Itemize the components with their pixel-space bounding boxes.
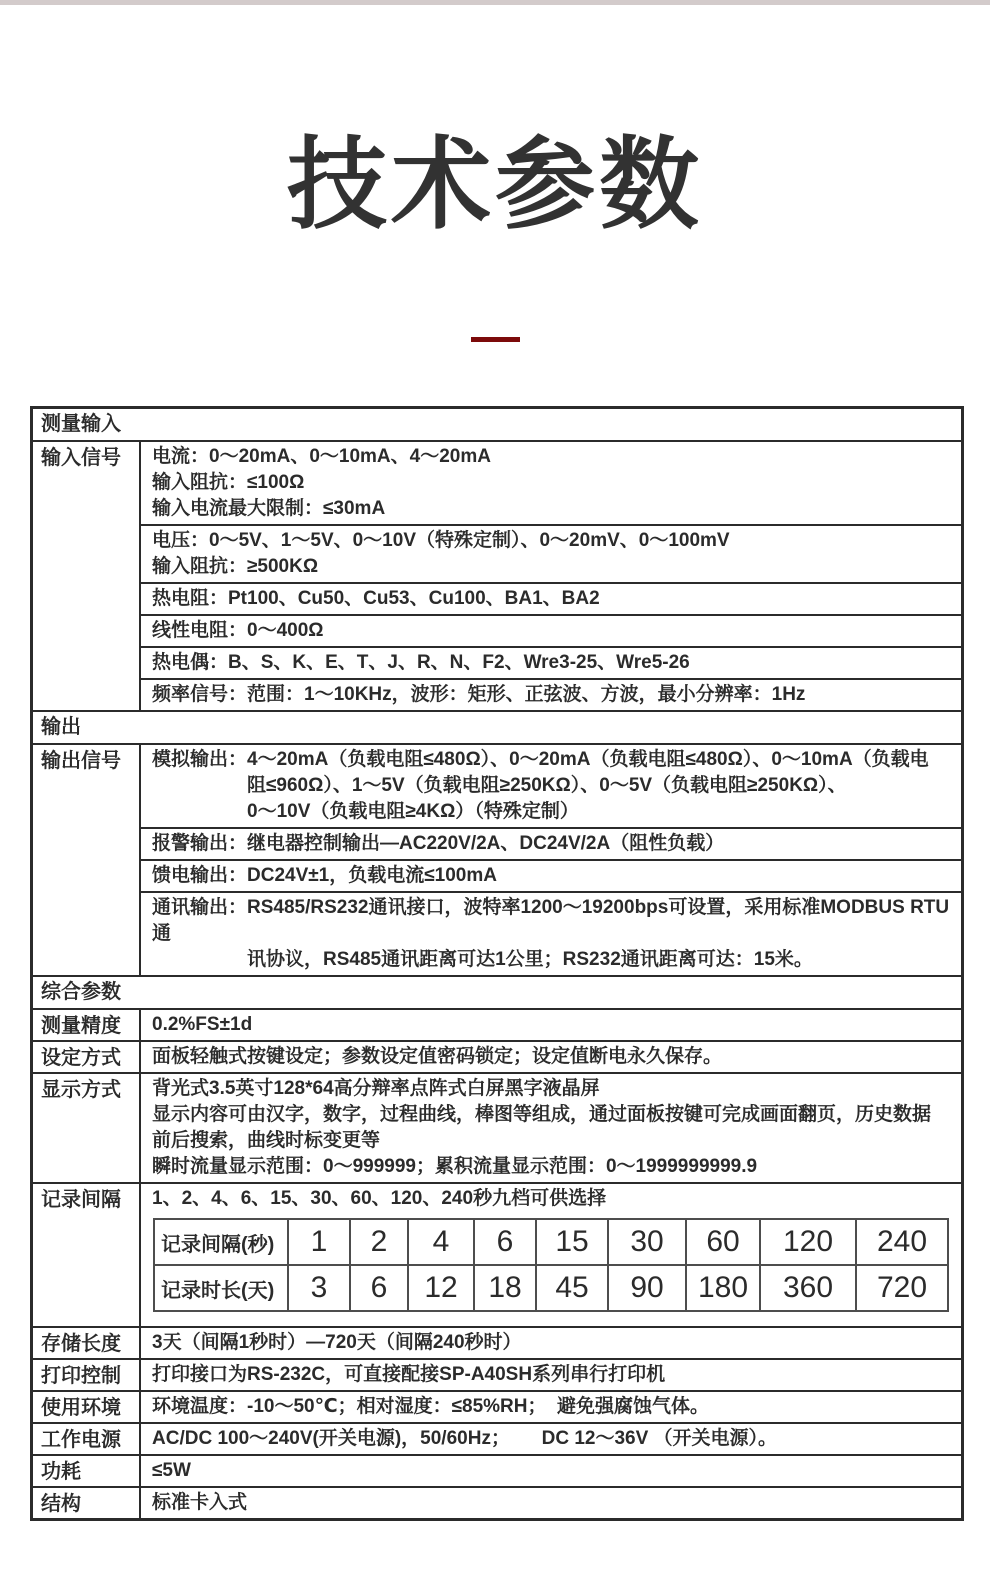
row-label: 结构	[33, 1488, 141, 1518]
spec-cell	[141, 1456, 961, 1486]
record-table-cell: 720	[856, 1265, 948, 1311]
section-row-general-params	[33, 975, 961, 1008]
spec-cell-comm-output	[141, 891, 961, 975]
spec-line: 标准卡入式	[152, 1492, 248, 1513]
spec-cell-current	[141, 442, 961, 524]
row-operating-environment	[33, 1390, 961, 1422]
row-power-supply	[33, 1422, 961, 1454]
record-table-cell: 120	[760, 1219, 856, 1265]
record-table-cell: 3	[288, 1265, 350, 1311]
row-content	[141, 1328, 961, 1358]
spec-line: 环境温度：-10～50℃；相对湿度：≤85%RH； 避免强腐蚀气体。	[152, 1396, 710, 1417]
section-row-output	[33, 710, 961, 743]
record-table-cell: 2	[350, 1219, 408, 1265]
spec-line: 热电偶：B、S、K、E、T、J、R、N、F2、Wre3-25、Wre5-26	[152, 652, 690, 673]
spec-cell	[141, 1424, 961, 1454]
spec-line: 3天（间隔1秒时）—720天（间隔240秒时）	[152, 1332, 522, 1353]
spec-cell-analog-output	[141, 745, 961, 827]
section-title: 综合参数	[41, 981, 121, 1003]
row-label: 工作电源	[33, 1424, 141, 1454]
spec-cell-linear-resistance	[141, 614, 961, 646]
row-record-interval	[33, 1182, 961, 1326]
record-table-cell: 180	[686, 1265, 760, 1311]
row-storage-length	[33, 1326, 961, 1358]
row-label: 存储长度	[33, 1328, 141, 1358]
spec-line: 面板轻触式按键设定；参数设定值密码锁定；设定值断电永久保存。	[152, 1046, 723, 1067]
spec-line: 讯协议，RS485通讯距离可达1公里；RS232通讯距离可达：15米。	[247, 949, 813, 970]
spec-line: 背光式3.5英寸128*64高分辩率点阵式白屏黑字液晶屏	[152, 1078, 600, 1099]
row-label: 测量精度	[33, 1010, 141, 1040]
spec-line: 电压：0～5V、1～5V、0～10V（特殊定制）、0～20mV、0～100mV	[152, 530, 730, 551]
spec-line: 1、2、4、6、15、30、60、120、240秒九档可供选择	[152, 1188, 607, 1209]
spec-line: 热电阻：Pt100、Cu50、Cu53、Cu100、BA1、BA2	[152, 588, 600, 609]
record-table-cell: 45	[536, 1265, 608, 1311]
row-setting-method	[33, 1040, 961, 1072]
spec-line: 馈电输出：DC24V±1，负载电流≤100mA	[152, 865, 497, 886]
row-content	[141, 1042, 961, 1072]
spec-cell-thermocouple	[141, 646, 961, 678]
spec-cell	[141, 1488, 961, 1518]
record-table-cell: 6	[350, 1265, 408, 1311]
spec-cell	[141, 1010, 961, 1040]
spec-cell	[141, 1360, 961, 1390]
row-label: 功耗	[33, 1456, 141, 1486]
row-content	[141, 1456, 961, 1486]
row-label: 设定方式	[33, 1042, 141, 1072]
row-display-method	[33, 1072, 961, 1182]
row-print-control	[33, 1358, 961, 1390]
record-table-cell: 90	[608, 1265, 686, 1311]
record-table-cell: 4	[408, 1219, 474, 1265]
record-interval-table	[153, 1218, 949, 1312]
spec-line: 前后搜索，曲线时标变更等	[152, 1130, 381, 1151]
page-title: 技术参数	[287, 129, 703, 241]
row-content	[141, 1424, 961, 1454]
spec-line: 输入阻抗：≤100Ω	[152, 472, 305, 493]
spec-cell-display	[141, 1074, 961, 1182]
row-label: 记录间隔	[33, 1184, 141, 1326]
record-table-row-seconds	[154, 1219, 948, 1265]
top-border-bar	[0, 0, 990, 5]
row-content	[141, 1392, 961, 1422]
row-content	[141, 442, 961, 710]
record-table-cell: 15	[536, 1219, 608, 1265]
spec-line: 显示内容可由汉字，数字，过程曲线，棒图等组成，通过面板按键可完成画面翻页，历史数据	[152, 1104, 932, 1125]
row-content	[141, 1488, 961, 1518]
spec-line: ≤5W	[152, 1460, 191, 1481]
row-content	[141, 745, 961, 975]
record-table-cell: 360	[760, 1265, 856, 1311]
spec-cell-feed-output	[141, 859, 961, 891]
record-table-cell: 6	[474, 1219, 536, 1265]
row-input-signal	[33, 440, 961, 710]
spec-line: 瞬时流量显示范围：0～999999；累积流量显示范围：0～1999999999.9	[152, 1156, 758, 1177]
record-table-row-days	[154, 1265, 948, 1311]
spec-line: 输入阻抗：≥500KΩ	[152, 556, 319, 577]
spec-table	[30, 406, 964, 1521]
record-table-cell: 30	[608, 1219, 686, 1265]
row-label: 输出信号	[33, 745, 141, 975]
record-table-header: 记录时长(天)	[154, 1265, 288, 1311]
spec-line: 打印接口为RS-232C，可直接配接SP-A40SH系列串行打印机	[152, 1364, 666, 1385]
record-table-header: 记录间隔(秒)	[154, 1219, 288, 1265]
row-output-signal	[33, 743, 961, 975]
spec-cell	[141, 1392, 961, 1422]
spec-line: 阻≤960Ω）、1～5V（负载电阻≥250KΩ）、0～5V（负载电阻≥250KΩ）、	[247, 775, 847, 796]
row-label: 使用环境	[33, 1392, 141, 1422]
row-label: 输入信号	[33, 442, 141, 710]
spec-line: 0～10V（负载电阻≥4KΩ）（特殊定制）	[247, 801, 579, 822]
row-accuracy	[33, 1008, 961, 1040]
row-content	[141, 1010, 961, 1040]
row-content	[141, 1184, 961, 1326]
row-label: 打印控制	[33, 1360, 141, 1390]
spec-line: 0.2%FS±1d	[152, 1014, 253, 1035]
spec-line: AC/DC 100～240V(开关电源)，50/60Hz； DC 12～36V （开关电源）。	[152, 1428, 778, 1449]
spec-cell-record-interval	[141, 1184, 961, 1326]
spec-line: 输入电流最大限制：≤30mA	[152, 498, 386, 519]
spec-cell-alarm-output	[141, 827, 961, 859]
spec-line: 频率信号：范围：1～10KHz，波形：矩形、正弦波、方波，最小分辨率：1Hz	[152, 684, 806, 705]
row-structure	[33, 1486, 961, 1518]
record-table-cell: 1	[288, 1219, 350, 1265]
spec-cell-frequency	[141, 678, 961, 710]
row-content	[141, 1360, 961, 1390]
row-content	[141, 1074, 961, 1182]
record-table-cell: 18	[474, 1265, 536, 1311]
spec-line: 通讯输出：RS485/RS232通讯接口，波特率1200～19200bps可设置，采用标准MODBUS RTU通	[152, 897, 950, 944]
section-title: 输出	[41, 716, 81, 738]
spec-cell-voltage	[141, 524, 961, 582]
row-power-consumption	[33, 1454, 961, 1486]
spec-line: 模拟输出：4～20mA（负载电阻≤480Ω）、0～20mA（负载电阻≤480Ω）、0～10mA（负载电	[152, 749, 929, 770]
spec-line: 报警输出：继电器控制输出—AC220V/2A、DC24V/2A（阻性负载）	[152, 833, 725, 854]
spec-cell-rtd	[141, 582, 961, 614]
title-divider	[471, 337, 520, 342]
record-table-cell: 12	[408, 1265, 474, 1311]
record-table-cell: 240	[856, 1219, 948, 1265]
section-title: 测量输入	[41, 413, 121, 435]
record-table-cell: 60	[686, 1219, 760, 1265]
spec-cell	[141, 1328, 961, 1358]
spec-cell	[141, 1042, 961, 1072]
row-label: 显示方式	[33, 1074, 141, 1182]
spec-line: 电流：0～20mA、0～10mA、4～20mA	[152, 446, 491, 467]
section-row-measure-input	[33, 409, 961, 440]
spec-line: 线性电阻：0～400Ω	[152, 620, 324, 641]
